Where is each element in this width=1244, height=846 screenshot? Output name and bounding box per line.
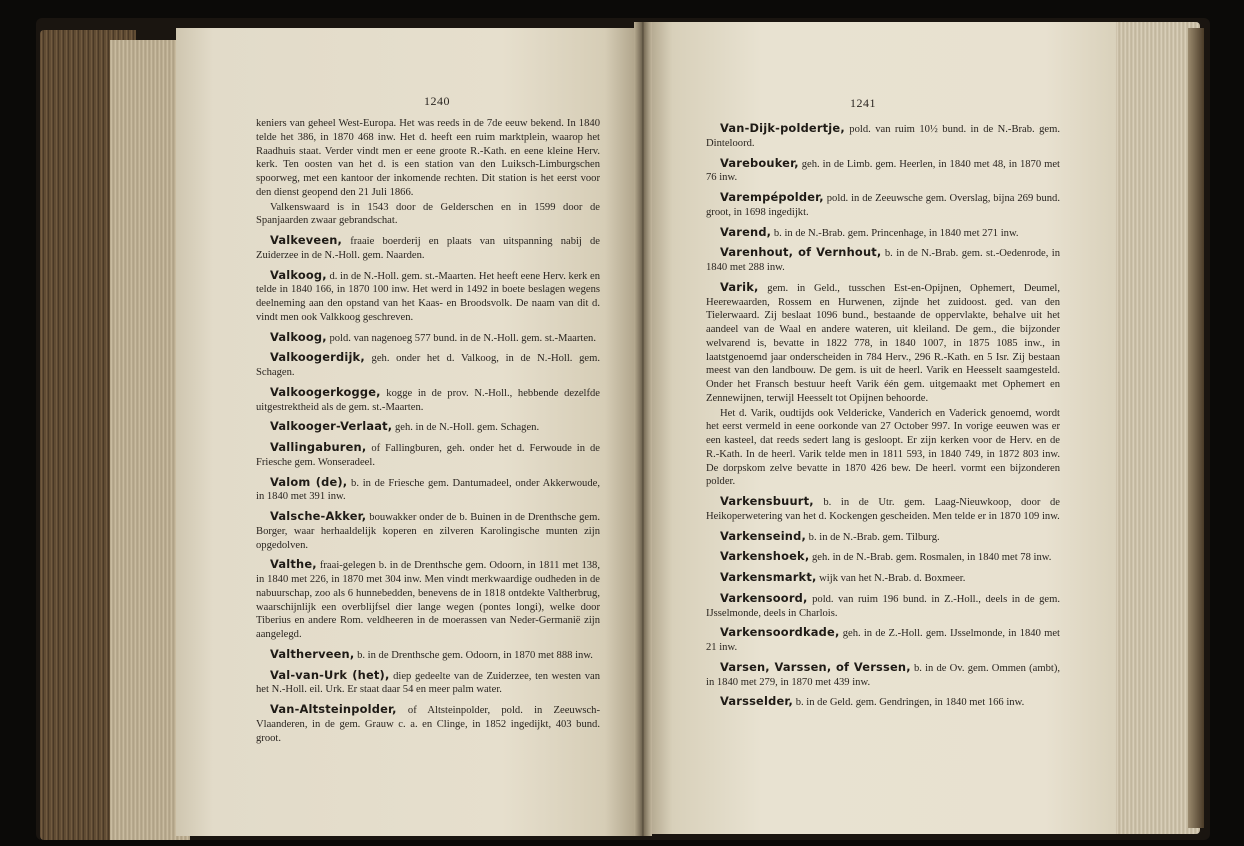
- dictionary-entry: [256, 441, 600, 470]
- entry-headword: Varenhout, of Vernhout,: [720, 245, 882, 260]
- entry-text: kogge in de prov. N.-Holl., hebbende dezelfde uitgestrektheid als de gem. st.-Maarten.: [256, 387, 600, 413]
- entry-headword: Van-Dijk-poldertje,: [720, 121, 845, 135]
- entry-headword: Varsselder,: [720, 694, 794, 709]
- dictionary-entry: [706, 661, 1060, 690]
- dictionary-entry: [706, 571, 1060, 586]
- entry-headword: Van-Altsteinpolder,: [270, 702, 397, 716]
- dictionary-entry: [256, 351, 600, 380]
- dictionary-entry: [256, 476, 600, 505]
- entry-headword: Varend,: [720, 224, 772, 239]
- entry-headword: Valthe,: [270, 557, 317, 572]
- entry-headword: Varebouker,: [720, 155, 799, 170]
- entry-text: geh. in de Limb. gem. Heerlen, in 1840 met 48, in 1870 met 76 inw.: [706, 158, 1060, 184]
- entry-headword: Varkensbuurt,: [720, 494, 814, 508]
- entry-text: b. in de Ov. gem. Ommen (ambt), in 1840 met 279, in 1870 met 439 inw.: [706, 662, 1060, 688]
- left-page-number: 1240: [424, 94, 450, 108]
- entry-text: Valkenswaard is in 1543 door de Gelderschen en in 1599 door de Spanjaarden zwaar gebrandschat.: [256, 201, 600, 227]
- dictionary-entry: [706, 550, 1060, 565]
- dictionary-entry: [706, 281, 1060, 406]
- entry-headword: Valkeveen,: [270, 233, 343, 247]
- dictionary-entry: [706, 592, 1060, 621]
- book-gutter: [634, 22, 652, 836]
- entry-text: b. in de N.-Brab. gem. st.-Oedenrode, in 1840 met 288 inw.: [706, 248, 1060, 273]
- entry-text: gem. in Geld., tusschen Est-en-Opijnen, Ophemert, Deumel, Heerewaarden, Rossem en Hurwenen, zijnde het zuidoost. ged. van den Tielerwaard. Zij beslaat 1096 bund., bestaande de oppervlakte, behalve uit het aandeel van de Waal en andere wateren, uit kleiland. De gem., die bijzonder welvarend is, bevatte in 1822 778, in 1840 1007, in 1875 1085 inw., in laatstgenoemd jaar onderscheiden in 784 Herv., 296 R.-Kath. en 5 Isr. Zij bestaan meest van den landbouw. De gem. is uit de heerl. Varik en Heesselt saamgesteld. Onder het Fransch bestuur heeft Varik één gem. uitgemaakt met Ophemert en Zennewijnen, terwijl Heesselt tot Opijnen behoorde.: [706, 282, 1060, 404]
- entry-text: b. in de Drenthsche gem. Odoorn, in 1870 met 888 inw.: [357, 649, 593, 661]
- entry-headword: Valkoogerkogge,: [270, 384, 381, 399]
- entry-text: Het d. Varik, oudtijds ook Veldericke, Vanderich en Vaderick genoemd, wordt het eerst vermeld in eene oorkonde van 27 October 997. In vorige eeuwen was er een kasteel, dat reeds sedert lang is gesloopt. Er zijn kerken voor de Herv. en de R.-Kath. In de heerl. Varik telde men in 1811 593, in 1840 749, in 1872 803 inw. De dorpskom zelve bevatte in 1870 426 bew. De heerl. vormt een bijzonderen polder.: [706, 407, 1060, 488]
- dictionary-entry: [706, 695, 1060, 710]
- entry-text: pold. van nagenoeg 577 bund. in de N.-Holl. gem. st.-Maarten.: [329, 332, 597, 344]
- entry-headword: Valkooger-Verlaat,: [270, 419, 393, 434]
- dictionary-entry: [256, 648, 600, 663]
- dictionary-entry: [256, 669, 600, 698]
- entry-text: pold. in de Zeeuwsche gem. Overslag, bijna 269 bund. groot, in 1698 ingedijkt.: [706, 193, 1060, 218]
- dictionary-entry: [256, 331, 600, 346]
- left-text-column: [256, 116, 600, 751]
- entry-text: b. in de Utr. gem. Laag-Nieuwkoop, door de Heikoperwetering van het d. Kockengen gescheiden. Men telde er in 1870 109 inw.: [706, 497, 1060, 522]
- entry-headword: Varkensoordkade,: [720, 625, 840, 640]
- entry-text: diep gedeelte van de Zuiderzee, ten westen van het N.-Holl. eil. Urk. Er staat daar 54 en meer palm water.: [256, 670, 600, 696]
- dictionary-entry: [256, 234, 600, 263]
- entry-text: geh. in de N.-Brab. gem. Rosmalen, in 1840 met 78 inw.: [812, 552, 1052, 564]
- dictionary-entry: [706, 530, 1060, 545]
- entry-headword: Vallingaburen,: [270, 440, 367, 454]
- entry-headword: Valtherveen,: [270, 646, 355, 661]
- right-page-number: 1241: [850, 96, 876, 110]
- entry-text: wijk van het N.-Brab. d. Boxmeer.: [819, 573, 966, 584]
- entry-text: pold. van ruim 10½ bund. in de N.-Brab. gem. Dinteloord.: [706, 124, 1060, 149]
- entry-headword: Varempépolder,: [720, 190, 824, 204]
- entry-headword: Varkenseind,: [720, 528, 806, 543]
- entry-text: of Fallingburen, geh. onder het d. Ferwoude in de Friesche gem. Wonseradeel.: [256, 443, 600, 468]
- entry-headword: Varkensoord,: [720, 590, 808, 605]
- right-page-stack: [1112, 22, 1200, 834]
- dictionary-entry: [706, 246, 1060, 275]
- entry-text: d. in de N.-Holl. gem. st.-Maarten. Het heeft eene Herv. kerk en telde in 1840 166, in 1870 100 inw. Het werd in 1492 in boete beslagen wegens deelneming aan den opstand van het Kaas- en Broodsvolk. De naam van dit d. vindt men ook Valkkoog geschreven.: [256, 270, 600, 323]
- dictionary-entry: [706, 406, 1060, 490]
- entry-text: of Altsteinpolder, pold. in Zeeuwsch-Vlaanderen, in de gem. Grauw c. a. en Clinge, in 1852 ingedijkt, 403 bund. groot.: [256, 705, 600, 744]
- entry-headword: Varkensmarkt,: [720, 570, 817, 584]
- entry-headword: Valsche-Akker,: [270, 509, 367, 523]
- dictionary-entry: [706, 626, 1060, 655]
- dictionary-entry: [256, 558, 600, 642]
- dictionary-entry: [256, 200, 600, 229]
- entry-text: fraai-gelegen b. in de Drenthsche gem. Odoorn, in 1811 met 138, in 1840 met 226, in 1870 met 304 inw. Men vindt merkwaardige oudheden in de nabuurschap, zoo als 6 hunnebedden, benevens de in 1818 ontdekte Valtherbrug, waarschijnlijk een overblijfsel dier lange wegen (pontes longi), welke door Tiberius en andere Rom. veldheeren in de moerassen van Neder-Germanië zijn aangelegd.: [256, 560, 600, 640]
- entry-text: geh. in de Z.-Holl. gem. IJsselmonde, in 1840 met 21 inw.: [706, 628, 1060, 653]
- entry-text: b. in de Geld. gem. Gendringen, in 1840 met 166 inw.: [795, 697, 1025, 709]
- right-cover-edge: [1188, 28, 1204, 828]
- entry-text: b. in de Friesche gem. Dantumadeel, onder Akkerwoude, in 1840 met 391 inw.: [256, 477, 600, 503]
- entry-text: bouwakker onder de b. Buinen in de Drenthsche gem. Borger, waar herhaaldelijk koperen en zilveren Karolingische munten zijn opgedolven.: [256, 512, 600, 551]
- entry-headword: Varkenshoek,: [720, 549, 810, 564]
- entry-text: pold. van ruim 196 bund. in Z.-Holl., deels in de gem. IJsselmonde, deels in Charlois.: [706, 593, 1060, 619]
- entry-text: b. in de N.-Brab. gem. Princenhage, in 1840 met 271 inw.: [773, 227, 1019, 239]
- dictionary-entry: [256, 510, 600, 552]
- entry-headword: Varsen, Varssen, of Verssen,: [720, 659, 911, 674]
- dictionary-entry: [256, 269, 600, 325]
- entry-headword: Valkoog,: [270, 267, 327, 282]
- dictionary-entry: [706, 495, 1060, 524]
- dictionary-entry: [256, 420, 600, 435]
- dictionary-entry: [706, 191, 1060, 220]
- entry-text: b. in de N.-Brab. gem. Tilburg.: [808, 531, 940, 543]
- entry-text: geh. onder het d. Valkoog, in de N.-Holl. gem. Schagen.: [256, 353, 600, 378]
- entry-text: geh. in de N.-Holl. gem. Schagen.: [394, 422, 540, 434]
- dictionary-entry: [706, 122, 1060, 151]
- entry-headword: Val-van-Urk (het),: [270, 667, 390, 682]
- dictionary-entry: [256, 386, 600, 415]
- dictionary-entry: [256, 703, 600, 745]
- dictionary-entry: [706, 226, 1060, 241]
- entry-text: fraaie boerderij en plaats van uitspanning nabij de Zuiderzee in de N.-Holl. gem. Naarden.: [256, 236, 600, 261]
- entry-headword: Valom (de),: [270, 474, 348, 489]
- entry-headword: Valkoogerdijk,: [270, 350, 365, 365]
- dictionary-entry: [256, 116, 600, 200]
- entry-text: keniers van geheel West-Europa. Het was reeds in de 7de eeuw bekend. In 1840 telde het 386, in 1870 468 inw. Het d. heeft een ruim marktplein, waarop het Raadhuis staat. Verder vindt men er eene groote R.-Kath. en eene kleine Herv. kerk. Ten oosten van het d. is een station van den Luiksch-Limburgschen spoorweg, met een kantoor der inkomende rechten. Dit station is het eerst voor den dienst geopend den 21 Juli 1866.: [256, 118, 600, 198]
- dictionary-entry: [706, 157, 1060, 186]
- entry-headword: Valkoog,: [270, 329, 327, 344]
- entry-headword: Varik,: [720, 279, 759, 294]
- right-text-column: [706, 122, 1060, 716]
